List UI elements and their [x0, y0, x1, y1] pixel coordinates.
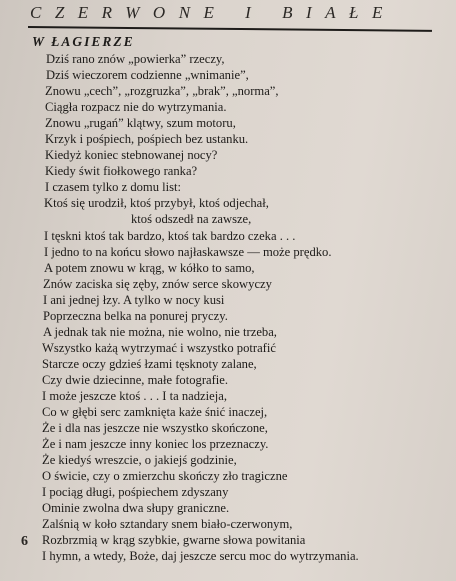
poem-line: Krzyk i pośpiech, pośpiech bez ustanku. [45, 132, 249, 146]
poem-line: Że i dla nas jeszcze nie wszystko skończone, [42, 421, 268, 435]
poem-line: O świcie, czy o zmierzchu skończy zło tragiczne [42, 469, 288, 483]
poem-line: Znów zaciska się zęby, znów serce skowyczy [43, 277, 272, 291]
poem-line: Znowu „rugań” klątwy, szum motoru, [45, 116, 236, 130]
poem-line: Dziś rano znów „powierka” rzeczy, [46, 52, 225, 66]
poem-line: Starcze oczy gdzieś łzami tęsknoty zalane, [42, 357, 257, 371]
running-title: CZERWONE I BIAŁE [30, 3, 396, 22]
poem-line: I czasem tylko z domu list: [45, 180, 182, 194]
poem-line: Zalśnią w koło sztandary snem biało-czerwonym, [42, 517, 293, 531]
poem-line: Kiedyż koniec stebnowanej nocy? [45, 148, 218, 162]
poem-line: Wszystko każą wytrzymać i wszystko potrafić [42, 341, 276, 355]
poem-line: Czy dwie dziecinne, małe fotografie. [42, 373, 229, 387]
poem-line: Kiedy świt fiołkowego ranka? [45, 164, 198, 178]
poem-line: A potem znowu w krąg, w kółko to samo, [44, 261, 255, 275]
section-title: W ŁAGIERZE [32, 34, 135, 49]
poem-line: I tęskni ktoś tak bardzo, ktoś tak bardzo czeka . . . [44, 229, 296, 243]
page-number: 6 [21, 534, 28, 549]
poem-line: I może jeszcze ktoś . . . I ta nadzieja, [42, 389, 227, 403]
poem-line: Ktoś się urodził, ktoś przybył, ktoś odjechał, [44, 196, 269, 210]
poem-line: Rozbrzmią w krąg szybkie, gwarne słowa powitania [42, 533, 306, 547]
poem-line: I ani jednej łzy. A tylko w nocy kusi [43, 293, 225, 307]
poem-line: I pociąg długi, pośpiechem zdyszany [42, 485, 229, 499]
poem-line: Poprzeczna belka na ponurej pryczy. [43, 309, 228, 323]
poem-line: ktoś odszedł na zawsze, [131, 212, 252, 226]
poem-line: I hymn, a wtedy, Boże, daj jeszcze sercu moc do wytrzymania. [42, 549, 359, 563]
poem-line: Że i nam jeszcze inny koniec los przeznaczy. [42, 437, 269, 451]
poem-line: Dziś wieczorem codzienne „wnimanie”, [46, 68, 249, 82]
poem-line: Ciągła rozpacz nie do wytrzymania. [45, 100, 227, 114]
poem-line: Ominie zwolna dwa słupy graniczne. [42, 501, 230, 515]
poem-line: A jednak tak nie można, nie wolno, nie trzeba, [43, 325, 277, 339]
poem-line: Co w głębi serc zamknięta każe śnić inaczej, [42, 405, 268, 419]
poem-line: Znowu „cech”, „rozgruzka”, „brak”, „norma”, [45, 84, 279, 98]
poem-line: Że kiedyś wreszcie, o jakiejś godzinie, [42, 453, 237, 467]
poem-line: I jedno to na końcu słowo najłaskawsze — może prędko. [44, 245, 332, 259]
